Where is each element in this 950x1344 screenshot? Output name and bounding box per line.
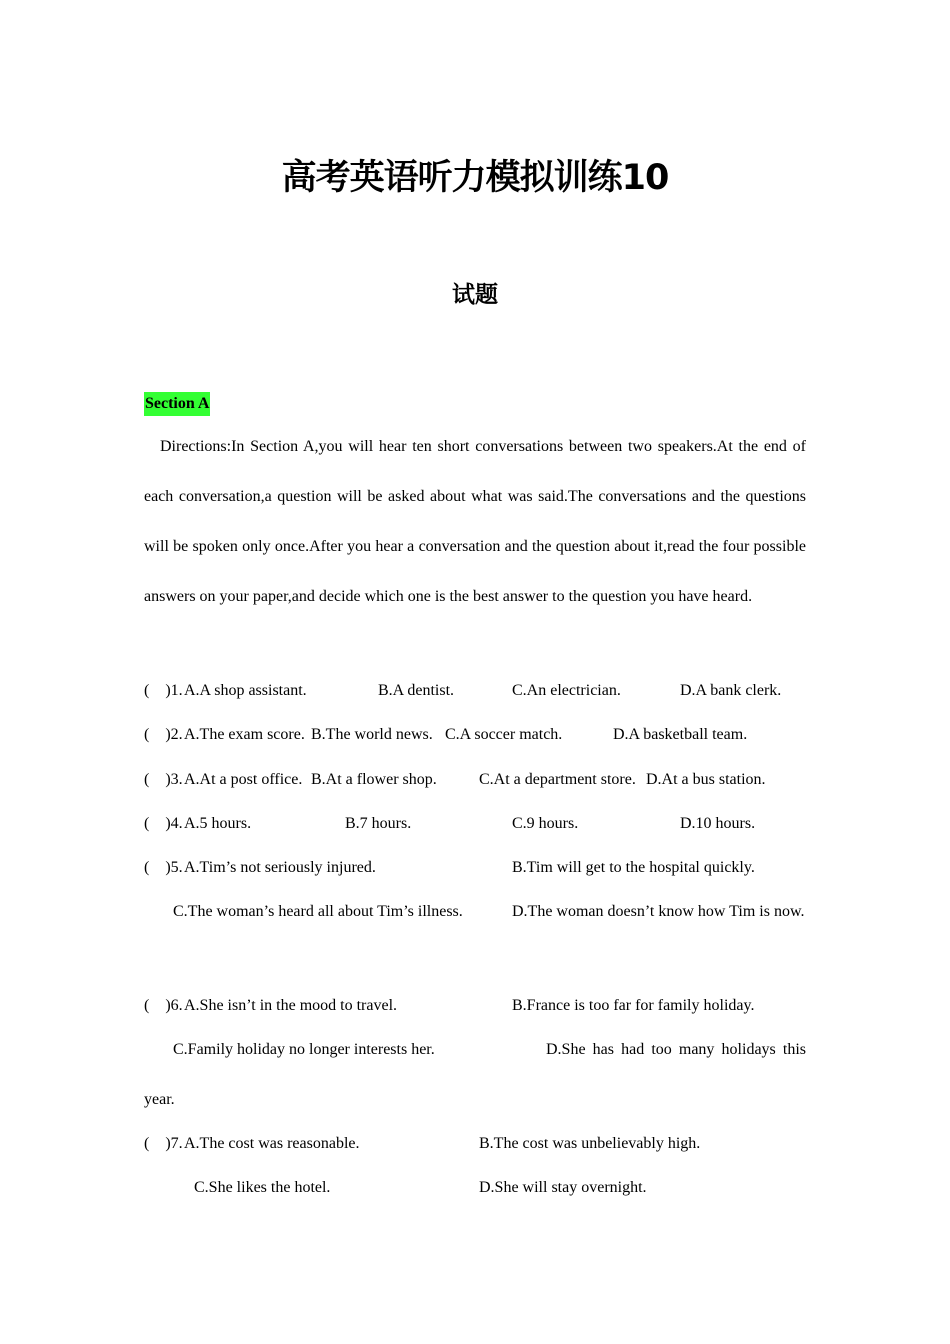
option-c: C.An electrician. [512,682,621,699]
question-number: ( )2. [144,726,183,743]
option-d: D.A bank clerk. [680,682,782,699]
question-number: ( )1. [144,682,183,699]
option-a: A.The exam score. [184,726,305,743]
option-c: C.A soccer match. [445,726,563,743]
question-number: ( )4. [144,815,183,832]
option-b: B.At a flower shop. [311,771,437,788]
question-5 [144,856,806,880]
option-a: A.She isn’t in the mood to travel. [184,997,398,1014]
option-d: D.At a bus station. [646,771,766,788]
question-4 [144,812,806,836]
directions-paragraph: Directions:In Section A,you will hear ten short conversations between two speakers.At the end of each conversation,a question will be asked about what was said.The conversations and the questions will be spoken only once.After you hear a conversation and the question about it,read the four possible answers on your paper,and decide which one is the best answer to the question you have heard. [144,438,806,605]
page-subtitle: 试题 [452,282,498,308]
question-number: ( )6. [144,997,183,1014]
option-c: C.9 hours. [512,815,579,832]
option-a: A.At a post office. [184,771,303,788]
option-b: B.The world news. [311,726,433,743]
option-a: A.Tim’s not seriously injured. [184,859,376,876]
section-label: Section A [144,392,210,416]
question-7-line-2 [144,1176,806,1200]
option-c: C.The woman’s heard all about Tim’s illness. [173,903,463,920]
question-number: ( )7. [144,1135,183,1152]
option-c: C.She likes the hotel. [194,1179,331,1196]
question-number: ( )3. [144,771,183,788]
option-d: D.10 hours. [680,815,756,832]
option-a: A.A shop assistant. [184,682,307,699]
question-6 [144,994,806,1018]
question-3 [144,768,806,792]
option-b: B.A dentist. [378,682,455,699]
question-2 [144,723,806,747]
option-c: C.At a department store. [479,771,636,788]
question-7 [144,1132,806,1156]
option-d: D.She has had too many holidays this year. [144,1041,806,1108]
option-b: B.Tim will get to the hospital quickly. [512,859,755,876]
question-1 [144,679,806,703]
option-a: A.5 hours. [184,815,252,832]
option-c: C.Family holiday no longer interests her. [173,1041,435,1058]
option-b: B.The cost was unbelievably high. [479,1135,701,1152]
option-a: A.The cost was reasonable. [184,1135,360,1152]
option-d: D.She will stay overnight. [479,1179,647,1196]
option-d: D.A basketball team. [613,726,748,743]
page-title: 高考英语听力模拟训练10 [281,158,669,198]
question-number: ( )5. [144,859,183,876]
option-b: B.7 hours. [345,815,412,832]
option-b: B.France is too far for family holiday. [512,997,755,1014]
option-d: D.The woman doesn’t know how Tim is now. [512,903,805,920]
